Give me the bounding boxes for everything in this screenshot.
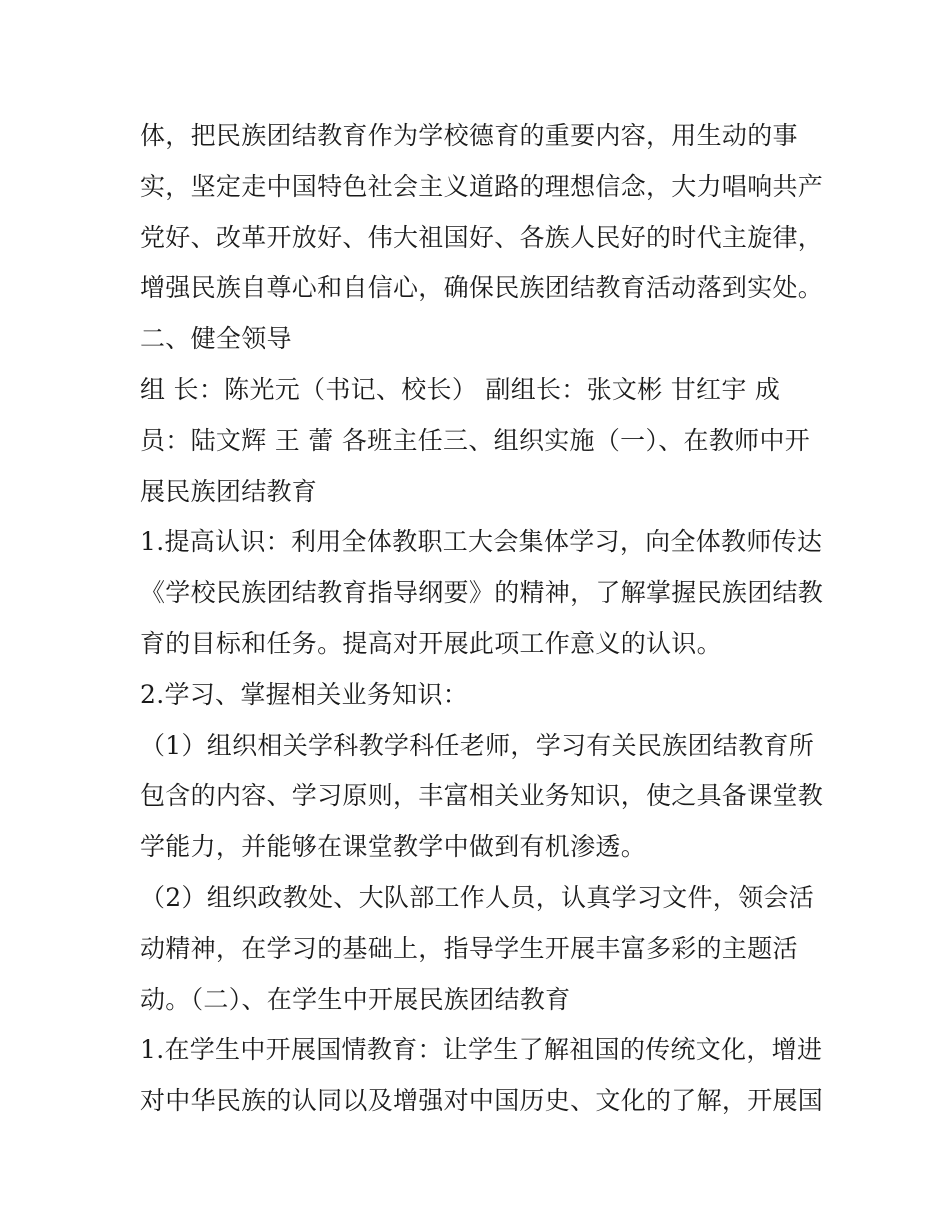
sub-item-text: （1）组织相关学科教学科任老师，学习有关民族团结教育所 (140, 730, 815, 760)
sub-item-text: （2）组织政教处、大队部工作人员，认真学习文件，领会活 (140, 882, 815, 912)
body-text-line: 体，把民族团结教育作为学校德育的重要内容，用生动的事 (140, 121, 798, 150)
body-text-line: 组 长：陈光元（书记、校长） 副组长：张文彬 甘红宇 成 (140, 374, 781, 404)
body-text-line: 展民族团结教育 (140, 476, 318, 506)
list-item-text: 1.提高认识：利用全体教职工大会集体学习，向全体教师传达 (140, 527, 823, 557)
document-body (140, 111, 830, 1127)
list-item-text: 2.学习、掌握相关业务知识： (140, 679, 469, 709)
body-text-line: 动。（二）、在学生中开展民族团结教育 (140, 984, 571, 1014)
body-text-line: 员：陆文辉 王 蕾 各班主任三、组织实施（一）、在教师中开 (140, 425, 811, 455)
body-text-line: 实，坚定走中国特色社会主义道路的理想信念，大力唱响共产 (140, 171, 824, 201)
body-text-line: 动精神，在学习的基础上，指导学生开展丰富多彩的主题活 (140, 933, 798, 963)
section-heading: 二、健全领导 (140, 324, 292, 354)
body-text-line: 育的目标和任务。提高对开展此项工作意义的认识。 (140, 628, 722, 658)
body-text-line: 增强民族自尊心和自信心，确保民族团结教育活动落到实处。 (140, 273, 824, 303)
body-text-line: 对中华民族的认同以及增强对中国历史、文化的了解，开展国 (140, 1086, 824, 1116)
body-text-line: 党好、改革开放好、伟大祖国好、各族人民好的时代主旋律， (140, 222, 824, 252)
body-text-line: 包含的内容、学习原则，丰富相关业务知识，使之具备课堂教 (140, 781, 824, 811)
body-text-line: 学能力，并能够在课堂教学中做到有机渗透。 (140, 832, 647, 862)
body-text-line: 《学校民族团结教育指导纲要》的精神，了解掌握民族团结教 (140, 578, 824, 608)
list-item-text: 1.在学生中开展国情教育：让学生了解祖国的传统文化，增进 (140, 1035, 823, 1065)
